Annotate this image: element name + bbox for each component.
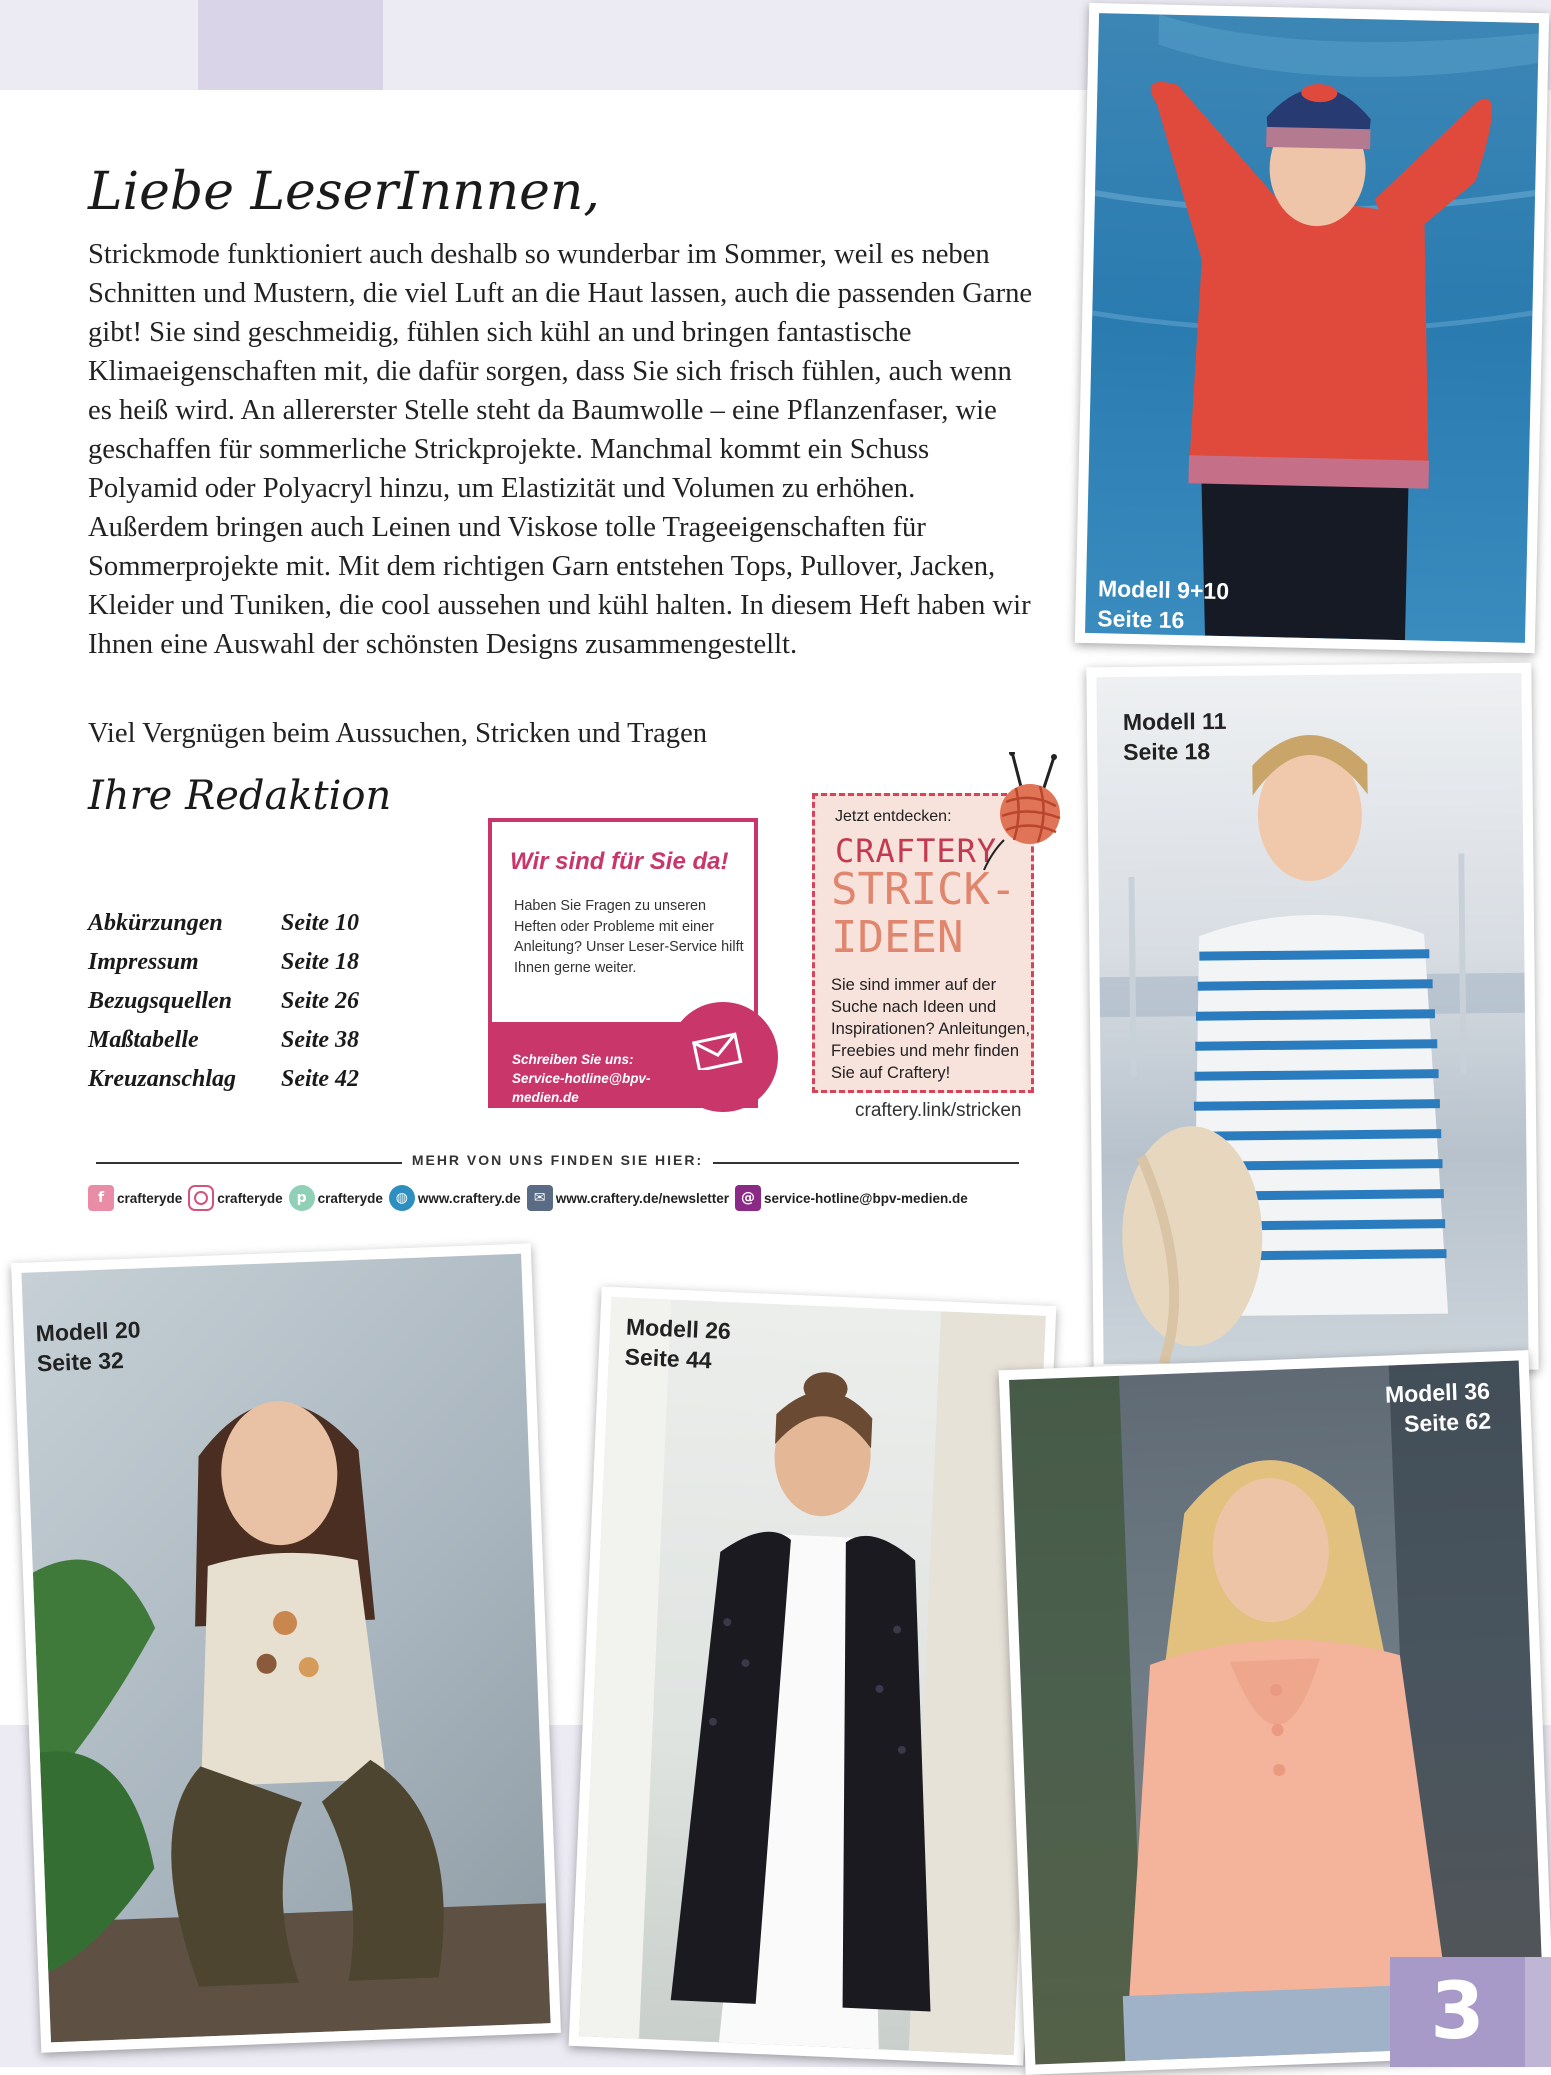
- instagram-icon: [188, 1185, 214, 1211]
- craftery-link[interactable]: craftery.link/stricken: [855, 1100, 1022, 1121]
- social-label: service-hotline@bpv-medien.de: [764, 1190, 968, 1206]
- caption-model: Modell 9+10: [1097, 575, 1230, 605]
- craftery-brand: CRAFTERY: [835, 832, 998, 870]
- toc-list: [88, 910, 359, 1105]
- social-label: crafteryde: [217, 1190, 283, 1206]
- toc-item[interactable]: [88, 910, 359, 949]
- service-text: Haben Sie Fragen zu unseren Heften oder Probleme mit einer Anleitung? Unser Leser-Service hilft Ihnen gerne weiter.: [514, 898, 744, 976]
- photo-caption: [1123, 706, 1227, 767]
- social-link-facebook[interactable]: [88, 1185, 182, 1211]
- social-label: crafteryde: [117, 1190, 183, 1206]
- page-number: 3: [1390, 1957, 1525, 2067]
- social-links: [88, 1183, 974, 1213]
- model-figure: [579, 1297, 1046, 2055]
- photo-model-20[interactable]: [11, 1243, 561, 2052]
- at-icon: @: [735, 1185, 761, 1211]
- caption-page: Seite 62: [1403, 1407, 1492, 1437]
- caption-page: Seite 44: [624, 1343, 713, 1374]
- service-footer[interactable]: [492, 1022, 754, 1108]
- photo-caption: [1097, 573, 1229, 636]
- divider-right: [713, 1162, 1019, 1164]
- pinterest-icon: p: [289, 1185, 315, 1211]
- model-figure: [1096, 673, 1528, 1364]
- social-label: www.craftery.de/newsletter: [555, 1190, 729, 1206]
- editorial-body: Strickmode funktioniert auch deshalb so wunderbar im Sommer, weil es neben Schnitten und Mustern, die viel Luft an die Haut lassen, auch die passenden Garne gibt! Sie sind geschmeidig, fühlen sich kühl an und bringen fantastische Klimaeigenschaften mit, die dafür sorgen, dass Sie sich frisch fühlen, auch wenn es heiß wird. An allererster Stelle steht da Baumwolle – eine Pflanzenfaser, wie geschaffen für sommerliche Strickprojekte. Manchmal kommt ein Schuss Polyamid oder Polyacryl hinzu, um Elastizität und Volumen zu erhöhen. Außerdem bringen auch Leinen und Viskose tolle Trageeigenschaften für Sommerprojekte mit. Mit dem richtigen Garn entstehen Tops, Pullover, Jacken, Kleider und Tuniken, die cool aussehen und kühl halten. In diesem Heft haben wir Ihnen eine Auswahl der schönsten Designs zusammengestellt.: [88, 239, 1033, 660]
- social-link-email[interactable]: [735, 1185, 968, 1211]
- social-link-instagram[interactable]: [188, 1185, 282, 1211]
- service-title: Wir sind für Sie da!: [510, 848, 729, 875]
- caption-model: Modell 11: [1122, 707, 1227, 735]
- toc-item[interactable]: [88, 1027, 359, 1066]
- toc-item-label: Maßtabelle: [88, 1027, 199, 1053]
- model-figure: [1085, 13, 1539, 643]
- craftery-title: STRICK-IDEEN: [831, 864, 1017, 963]
- more-header: MEHR VON UNS FINDEN SIE HIER:: [411, 1152, 704, 1168]
- page-title: Liebe LeserInnnen,: [88, 162, 600, 222]
- toc-item-page: Seite 26: [281, 988, 359, 1014]
- mail-icon: ✉: [527, 1185, 553, 1211]
- toc-item-page: Seite 10: [281, 910, 359, 936]
- caption-model: Modell 26: [625, 1313, 732, 1345]
- social-link-newsletter[interactable]: [527, 1185, 729, 1211]
- caption-page: Seite 16: [1097, 605, 1185, 634]
- divider-left: [96, 1162, 402, 1164]
- social-link-website[interactable]: [389, 1185, 521, 1211]
- caption-model: Modell 20: [35, 1316, 141, 1347]
- toc-item-label: Abkürzungen: [88, 910, 223, 936]
- reader-service-box: [488, 818, 758, 1108]
- toc-item-page: Seite 18: [281, 949, 359, 975]
- photo-caption: [1309, 1376, 1491, 1443]
- caption-page: Seite 32: [36, 1347, 125, 1377]
- top-band-tab: [198, 0, 383, 90]
- toc-item-page: Seite 38: [281, 1027, 359, 1053]
- toc-item[interactable]: [88, 1066, 359, 1105]
- mail-icon: [692, 1032, 744, 1070]
- service-contact[interactable]: Schreiben Sie uns: Service-hotline@bpv-medien.de: [512, 1052, 651, 1105]
- photo-caption: [624, 1312, 731, 1377]
- social-label: crafteryde: [317, 1190, 383, 1206]
- facebook-icon: f: [88, 1185, 114, 1211]
- toc-item-page: Seite 42: [281, 1066, 359, 1092]
- photo-caption: [35, 1314, 142, 1378]
- craftery-kicker: Jetzt entdecken:: [835, 808, 952, 825]
- toc-item-label: Bezugsquellen: [88, 988, 233, 1014]
- editorial-closing: Viel Vergnügen beim Aussuchen, Stricken und Tragen: [88, 718, 708, 749]
- photo-model-26[interactable]: [569, 1286, 1057, 2065]
- toc-item[interactable]: [88, 988, 359, 1027]
- photo-model-9-10[interactable]: [1075, 3, 1549, 653]
- caption-model: Modell 36: [1384, 1377, 1491, 1408]
- craftery-text: Sie sind immer auf der Suche nach Ideen und Inspirationen? Anleitungen, Freebies und mehr finden Sie auf Craftery!: [831, 976, 1031, 1082]
- social-link-pinterest[interactable]: [289, 1185, 383, 1211]
- editorial-signature: Ihre Redaktion: [88, 773, 392, 819]
- toc-item-label: Kreuzanschlag: [88, 1066, 237, 1092]
- yarn-ball-icon: [982, 752, 1082, 872]
- toc-item-label: Impressum: [88, 949, 199, 975]
- toc-item[interactable]: [88, 949, 359, 988]
- globe-icon: ◍: [389, 1185, 415, 1211]
- caption-page: Seite 18: [1123, 738, 1211, 765]
- social-label: www.craftery.de: [417, 1190, 521, 1206]
- photo-model-11[interactable]: [1086, 663, 1538, 1375]
